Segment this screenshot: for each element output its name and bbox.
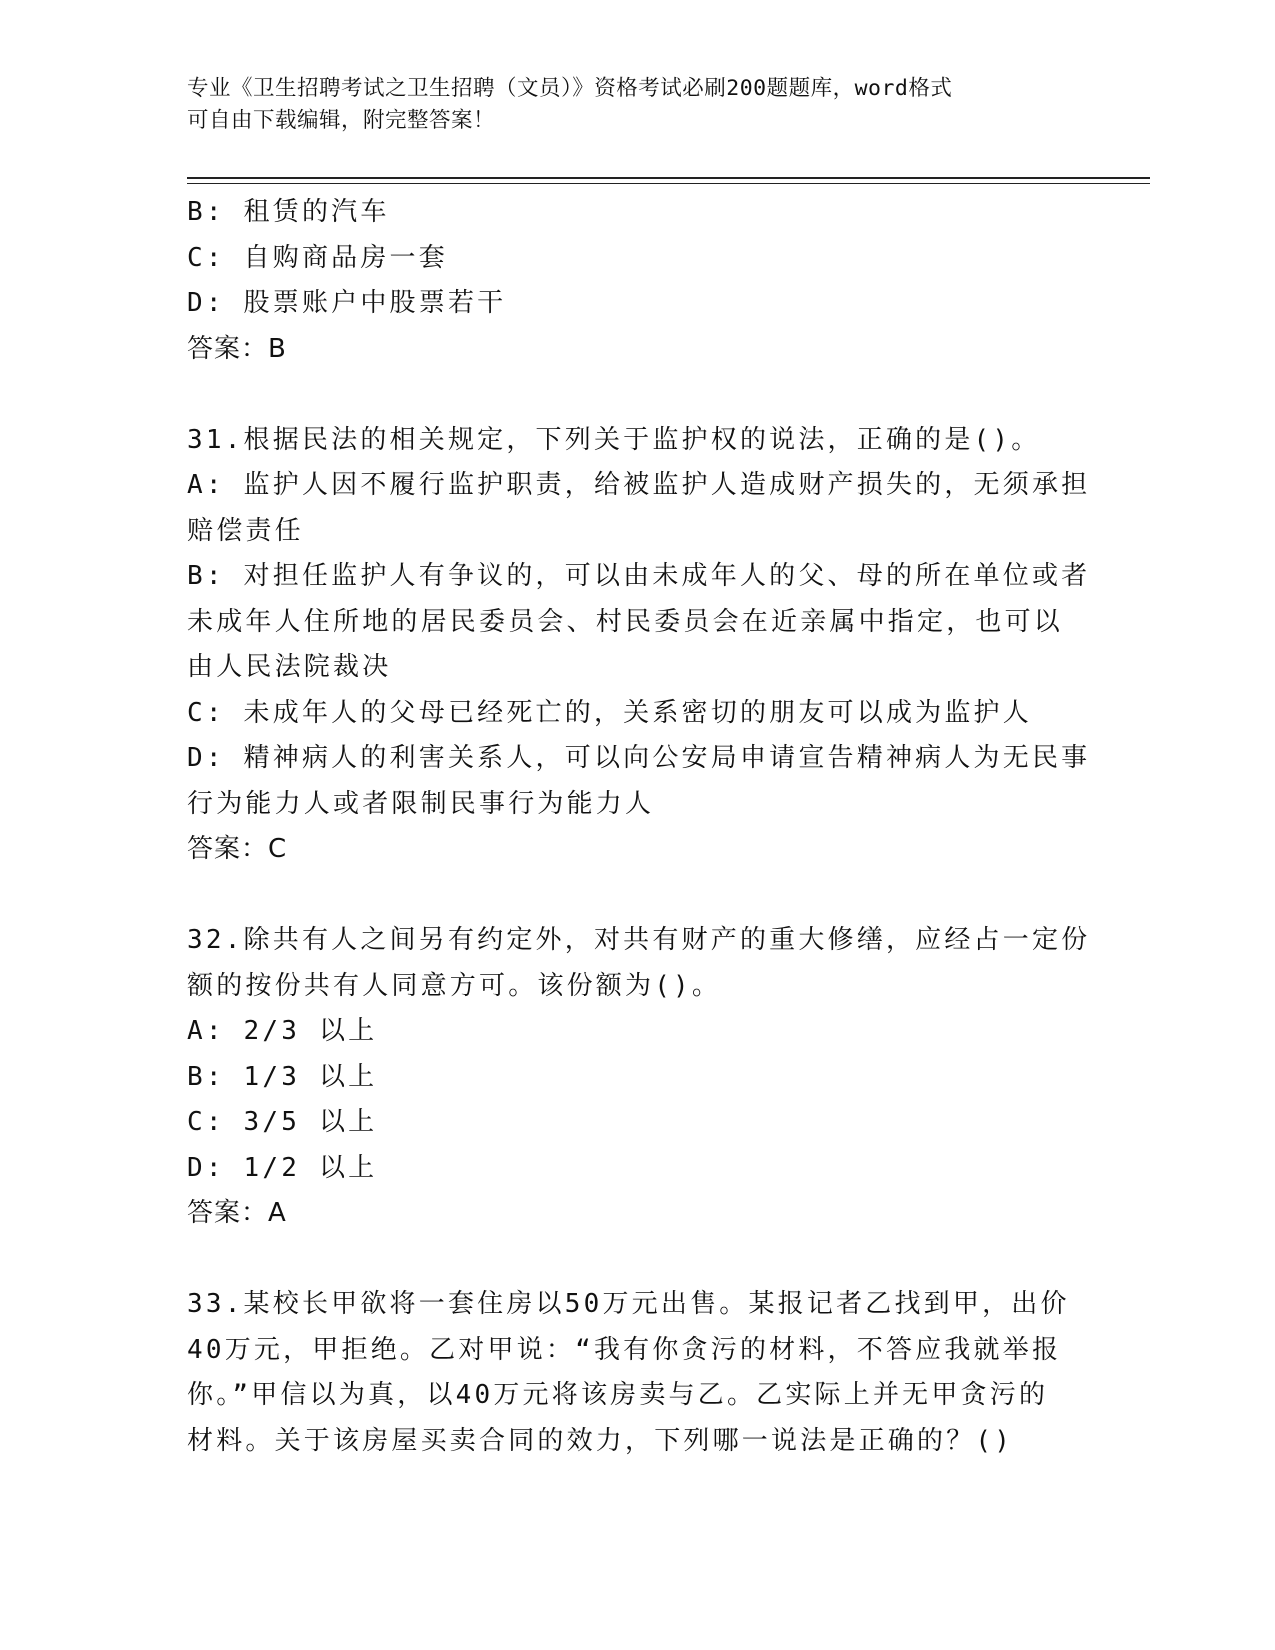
document-body (187, 190, 1091, 1464)
header-line-1: 专业《卫生招聘考试之卫生招聘（文员）》资格考试必刷200题题库，word格式 (187, 76, 953, 101)
answer-line: 答案：C (187, 834, 288, 864)
option-c: C: 未成年人的父母已经死亡的，关系密切的朋友可以成为监护人 (187, 697, 1032, 728)
question-33 (187, 1282, 1087, 1464)
header-rule-thin (187, 183, 1150, 184)
option-b: B: 1/3 以上 (187, 1061, 378, 1092)
question-text: 33.某校长甲欲将一套住房以50万元出售。某报记者乙找到甲，出价 (187, 1289, 1070, 1319)
document-header (187, 73, 1067, 137)
question-text: 32.除共有人之间另有约定外，对共有财产的重大修缮，应经占一定份 (187, 925, 1091, 955)
question-32 (187, 918, 1091, 1237)
answer-line: 答案：B (187, 333, 287, 364)
option-b: B: 租赁的汽车 (187, 197, 390, 227)
option-a: A: 监护人因不履行监护职责，给被监护人造成财产损失的，无须承担 (187, 470, 1091, 500)
option-d: D: 精神病人的利害关系人，可以向公安局申请宣告精神病人为无民事 (187, 743, 1091, 773)
option-c: C: 自购商品房一套 (187, 242, 448, 273)
question-text-cont: 额的按份共有人同意方可。该份额为()。 (187, 970, 722, 1001)
question-30-tail (187, 190, 1087, 372)
question-text-cont: 40万元，甲拒绝。乙对甲说：“我有你贪污的材料，不答应我就举报 (187, 1334, 1062, 1365)
option-c: C: 3/5 以上 (187, 1107, 378, 1137)
option-b-cont: 未成年人住所地的居民委员会、村民委员会在近亲属中指定，也可以 (187, 606, 1064, 637)
spacer (187, 1237, 1087, 1283)
question-31 (187, 418, 1091, 873)
option-b: B: 对担任监护人有争议的，可以由未成年人的父、母的所在单位或者 (187, 561, 1091, 591)
option-d: D: 1/2 以上 (187, 1152, 378, 1183)
option-a: A: 2/3 以上 (187, 1016, 378, 1046)
option-b-cont: 由人民法院裁决 (187, 652, 392, 682)
spacer (187, 873, 1087, 919)
question-text: 31.根据民法的相关规定，下列关于监护权的说法，正确的是()。 (187, 424, 1041, 455)
option-d: D: 股票账户中股票若干 (187, 288, 507, 318)
question-text-cont: 材料。关于该房屋买卖合同的效力，下列哪一说法是正确的？() (187, 1425, 1014, 1456)
spacer (187, 372, 1087, 418)
option-a-cont: 赔偿责任 (187, 515, 304, 546)
header-rule-thick (187, 177, 1150, 179)
header-line-2: 可自由下载编辑，附完整答案！ (187, 108, 496, 133)
option-d-cont: 行为能力人或者限制民事行为能力人 (187, 788, 655, 819)
question-text-cont: 你。”甲信以为真，以40万元将该房卖与乙。乙实际上并无甲贪污的 (187, 1380, 1049, 1410)
answer-line: 答案：A (187, 1198, 287, 1228)
